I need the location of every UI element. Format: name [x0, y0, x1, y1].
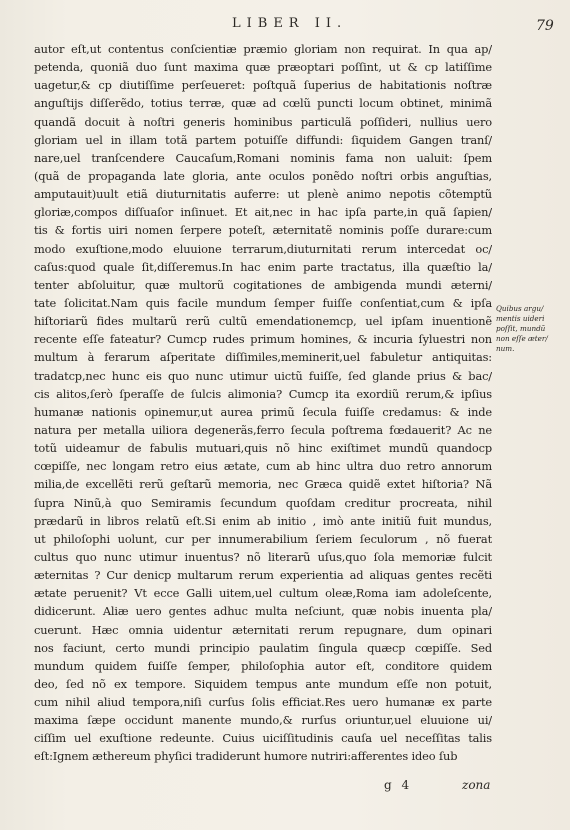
text-line: gloriam uel in illam totã partem potuiſſe diffundi: ſiquidem Gangen tranſ/: [34, 132, 492, 147]
text-line: deo, ſed nõ ex tempore. Siquidem tempus ante mundum eſſe non potuit,: [34, 676, 492, 691]
text-line: hiſtoriarũ fides multarũ rerũ cultũ emendationemcp, uel ipſam inuentionẽ: [34, 314, 492, 329]
text-line: petenda, quoniã duo ſunt maxima quæ præoptari poſſint, ut & cp latiſſime: [34, 60, 492, 75]
margin-note-line: poſſit, mundũ: [496, 324, 546, 333]
text-line: cœpiſſe, nec longam retro eius ætate, cum ab hinc ultra duo retro annorum: [34, 459, 492, 474]
text-line: tis & fortis uiri nomen ſerpere poteſt, æternitatẽ nominis poſſe durare:cum: [34, 223, 492, 238]
text-line: nare,uel tranſcendere Caucaſum,Romani nominis fama non ualuit: ſpem: [34, 150, 492, 165]
text-line: tenter abſoluitur, quæ multorũ cogitationes de ambigenda mundi æterni/: [34, 277, 492, 292]
text-line: tate ſolicitat.Nam quis facile mundum ſemper fuiſſe conſentiat,cum & ipſa: [34, 295, 492, 310]
margin-note-line: Quibus argu/: [496, 304, 544, 313]
text-line: prædarũ in libros relatũ eſt.Si enim ab initio , imò ante initiũ fuit mundus,: [34, 513, 492, 528]
text-line: totũ uideamur de fabulis mutuari,quis nõ hinc exiſtimet mundũ quandocp: [34, 441, 492, 456]
text-line: quandã docuit à noſtri generis hominibus particulã poſſideri, nullius uero: [34, 114, 492, 129]
text-line: ut philoſophi uolunt, cur per innumerabilium ſeriem ſeculorum , nõ fuerat: [34, 531, 492, 546]
text-line: humanæ nationis opinemur,ut aurea primũ ſecula fuiſſe credamus: & inde: [34, 404, 492, 419]
text-line: ciſſim uel exuſtione redeunte. Cuius uiciſſitudinis cauſa uel neceſſitas talis: [34, 731, 492, 746]
margin-note-line: mentis uideri: [496, 314, 545, 323]
text-line: mundum quidem fuiſſe ſemper, philoſophia autor eſt, conditore quidem: [34, 658, 492, 673]
catchword: zona: [462, 778, 491, 792]
text-line: uagetur,& cp diutiſſime perſeueret: poſtquã ſuperius de habitationis noſtræ: [34, 78, 492, 93]
text-line: cultus quo nunc utimur inuentus? nõ literarũ uſus,quo ſola memoriæ fulcit: [34, 549, 492, 564]
text-line: autor eſt,ut contentus conſcientiæ præmio gloriam non requirat. In qua ap/: [34, 42, 492, 56]
text-line: anguſtijs diſſerẽdo, totius terræ, quæ ad cœlũ puncti locum obtinet, minimã: [34, 96, 492, 111]
text-line: eſt:Ignem æthereum phyſici tradiderunt humore nutriri:afferentes ideo ſub: [34, 749, 458, 764]
signature-mark: g 4: [384, 778, 413, 792]
text-line: gloriæ,compos diſſuaſor inſinuet. Et ait,nec in hac ipſa parte,in quã ſapien/: [34, 205, 492, 220]
text-line: amputauit)uult etiã diuturnitatis auferre: ut plenè animo nepotis cõtemptũ: [34, 187, 492, 202]
text-line: modo exuſtione,modo eluuione terrarum,diuturnitati rerum intercedat oc/: [34, 241, 492, 256]
marginal-note: [496, 304, 566, 354]
text-line: ætate peruenit? Vt ecce Galli uitem,uel cultum oleæ,Roma iam adoleſcente,: [34, 586, 492, 601]
text-line: natura per metalla uiliora degenerãs,ferro ſecula poſtrema fœdauerit? Ac ne: [34, 422, 492, 437]
text-line: nos faciunt, certo mundi principio paulatim ſingula quæcp cœpiſſe. Sed: [34, 640, 492, 655]
text-line: caſus:quod quale ſit,diſſeremus.In hac enim parte tractatus, illa quæſtio la/: [34, 259, 492, 274]
text-line: æternitas ? Cur denicp multarum rerum experientia ad aliquas gentes recẽti: [34, 568, 492, 583]
page-number: 79: [536, 18, 554, 34]
text-line: maxima ſæpe occidunt manente mundo,& rurſus oriuntur,uel eluuione ui/: [34, 713, 492, 728]
text-line: (quã de propaganda late gloria, ante oculos ponẽdo noſtri orbis anguſtias,: [34, 168, 492, 183]
main-text-block: [34, 40, 492, 766]
text-line: milia,de excellẽti rerũ geſtarũ memoria, nec Græca quidẽ extet hiſtoria? Nã: [34, 477, 492, 492]
text-line: tradatcp,nec hunc eis quo nunc utimur uictũ fuiſſe, ſed glande prius & bac/: [34, 368, 492, 383]
text-line: ſupra Ninũ,à quo Semiramis ſecundum quoſdam creditur procreata, nihil: [34, 495, 492, 510]
text-line: cum nihil aliud tempora,niſi curſus ſolis efficiat.Res uero humanæ ex parte: [34, 695, 492, 710]
text-line: multum à ferarum aſperitate diſſimiles,meminerit,uel fabuletur antiquitas:: [34, 350, 492, 365]
running-head: LIBER II.: [232, 16, 348, 31]
text-line: cis alitos,ſerò ſperaſſe de ſulcis alimonia? Cumcp ita exordiũ rerum,& ipſius: [34, 386, 492, 401]
text-line: cuerunt. Hæc omnia uidentur æternitati rerum repugnare, dum opinari: [34, 622, 492, 637]
text-line: recente eſſe fateatur? Cumcp rudes primum homines, & incuria ſyluestri non: [34, 332, 492, 347]
margin-note-line: num.: [496, 344, 515, 353]
margin-note-line: non eſſe æter/: [496, 334, 548, 343]
text-line: didicerunt. Aliæ uero gentes adhuc multa neſciunt, quæ nobis inuenta pla/: [34, 604, 492, 619]
